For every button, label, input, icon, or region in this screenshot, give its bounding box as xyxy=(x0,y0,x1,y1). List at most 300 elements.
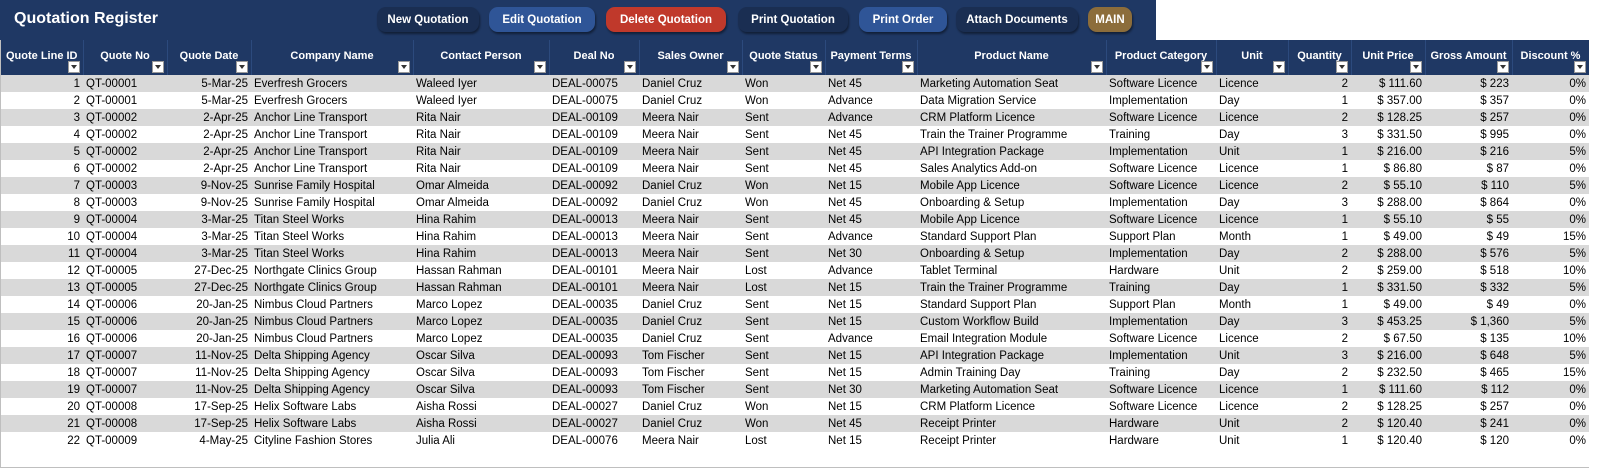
quantity-cell[interactable]: 2 xyxy=(1288,245,1351,262)
unit-price-cell[interactable]: $ 120.40 xyxy=(1351,432,1425,449)
quantity-cell[interactable]: 1 xyxy=(1288,381,1351,398)
contact-person-cell[interactable]: Waleed Iyer xyxy=(413,75,549,92)
gross-amount-cell[interactable]: $ 465 xyxy=(1425,364,1512,381)
quantity-cell[interactable]: 1 xyxy=(1288,279,1351,296)
product-name-cell[interactable]: Marketing Automation Seat xyxy=(917,75,1106,92)
quantity-cell[interactable]: 1 xyxy=(1288,211,1351,228)
contact-person-cell[interactable]: Omar Almeida xyxy=(413,194,549,211)
gross-amount-cell[interactable]: $ 135 xyxy=(1425,330,1512,347)
payment-terms-cell[interactable]: Net 45 xyxy=(825,143,917,160)
quote-line-id-cell[interactable]: 6 xyxy=(1,160,83,177)
quote-status-cell[interactable]: Sent xyxy=(742,211,825,228)
table-row[interactable] xyxy=(1,211,1589,228)
unit-cell[interactable]: Unit xyxy=(1216,432,1288,449)
quote-line-id-cell[interactable]: 5 xyxy=(1,143,83,160)
unit-cell[interactable]: Unit xyxy=(1216,415,1288,432)
discount-cell[interactable]: 5% xyxy=(1512,279,1589,296)
quantity-cell[interactable]: 2 xyxy=(1288,262,1351,279)
payment-terms-cell[interactable]: Advance xyxy=(825,262,917,279)
edit-quotation-button[interactable]: Edit Quotation xyxy=(489,7,595,32)
column-header[interactable]: Quantity xyxy=(1288,40,1351,75)
quantity-cell[interactable]: 2 xyxy=(1288,75,1351,92)
unit-price-cell[interactable]: $ 128.25 xyxy=(1351,109,1425,126)
discount-cell[interactable]: 5% xyxy=(1512,143,1589,160)
filter-dropdown-icon[interactable] xyxy=(398,61,410,73)
unit-price-cell[interactable]: $ 288.00 xyxy=(1351,194,1425,211)
unit-price-cell[interactable]: $ 67.50 xyxy=(1351,330,1425,347)
company-name-cell[interactable]: Helix Software Labs xyxy=(251,398,413,415)
quote-no-cell[interactable]: QT-00005 xyxy=(83,279,167,296)
table-row[interactable] xyxy=(1,245,1589,262)
discount-cell[interactable]: 0% xyxy=(1512,92,1589,109)
product-name-cell[interactable]: Train the Trainer Programme xyxy=(917,279,1106,296)
quote-no-cell[interactable]: QT-00001 xyxy=(83,75,167,92)
discount-cell[interactable]: 10% xyxy=(1512,262,1589,279)
product-category-cell[interactable]: Implementation xyxy=(1106,347,1216,364)
quote-line-id-cell[interactable]: 15 xyxy=(1,313,83,330)
quote-status-cell[interactable]: Sent xyxy=(742,109,825,126)
quantity-cell[interactable]: 1 xyxy=(1288,92,1351,109)
company-name-cell[interactable]: Titan Steel Works xyxy=(251,245,413,262)
product-name-cell[interactable]: Train the Trainer Programme xyxy=(917,126,1106,143)
deal-no-cell[interactable]: DEAL-00027 xyxy=(549,398,639,415)
company-name-cell[interactable]: Cityline Fashion Stores xyxy=(251,432,413,449)
unit-cell[interactable]: Licence xyxy=(1216,381,1288,398)
quote-status-cell[interactable]: Won xyxy=(742,177,825,194)
column-header[interactable]: Quote Status xyxy=(742,40,825,75)
gross-amount-cell[interactable]: $ 120 xyxy=(1425,432,1512,449)
quote-date-cell[interactable]: 11-Nov-25 xyxy=(167,381,251,398)
quantity-cell[interactable]: 1 xyxy=(1288,296,1351,313)
gross-amount-cell[interactable]: $ 357 xyxy=(1425,92,1512,109)
product-category-cell[interactable]: Software Licence xyxy=(1106,211,1216,228)
quantity-cell[interactable]: 2 xyxy=(1288,364,1351,381)
product-name-cell[interactable]: CRM Platform Licence xyxy=(917,109,1106,126)
contact-person-cell[interactable]: Hina Rahim xyxy=(413,245,549,262)
company-name-cell[interactable]: Anchor Line Transport xyxy=(251,109,413,126)
quote-line-id-cell[interactable]: 18 xyxy=(1,364,83,381)
contact-person-cell[interactable]: Oscar Silva xyxy=(413,347,549,364)
unit-cell[interactable]: Unit xyxy=(1216,347,1288,364)
quote-line-id-cell[interactable]: 22 xyxy=(1,432,83,449)
discount-cell[interactable]: 0% xyxy=(1512,194,1589,211)
unit-cell[interactable]: Licence xyxy=(1216,177,1288,194)
deal-no-cell[interactable]: DEAL-00093 xyxy=(549,364,639,381)
product-category-cell[interactable]: Software Licence xyxy=(1106,398,1216,415)
sales-owner-cell[interactable]: Daniel Cruz xyxy=(639,194,742,211)
deal-no-cell[interactable]: DEAL-00093 xyxy=(549,347,639,364)
column-header[interactable]: Unit xyxy=(1216,40,1288,75)
unit-cell[interactable]: Month xyxy=(1216,228,1288,245)
quantity-cell[interactable]: 3 xyxy=(1288,313,1351,330)
table-row[interactable] xyxy=(1,364,1589,381)
discount-cell[interactable]: 0% xyxy=(1512,381,1589,398)
company-name-cell[interactable]: Anchor Line Transport xyxy=(251,126,413,143)
quote-status-cell[interactable]: Sent xyxy=(742,160,825,177)
quote-line-id-cell[interactable]: 2 xyxy=(1,92,83,109)
table-row[interactable] xyxy=(1,432,1589,449)
quote-date-cell[interactable]: 20-Jan-25 xyxy=(167,330,251,347)
company-name-cell[interactable]: Nimbus Cloud Partners xyxy=(251,313,413,330)
product-name-cell[interactable]: Custom Workflow Build xyxy=(917,313,1106,330)
discount-cell[interactable]: 5% xyxy=(1512,245,1589,262)
quote-date-cell[interactable]: 17-Sep-25 xyxy=(167,398,251,415)
product-category-cell[interactable]: Software Licence xyxy=(1106,381,1216,398)
discount-cell[interactable]: 10% xyxy=(1512,330,1589,347)
quote-status-cell[interactable]: Sent xyxy=(742,364,825,381)
deal-no-cell[interactable]: DEAL-00092 xyxy=(549,177,639,194)
product-name-cell[interactable]: Data Migration Service xyxy=(917,92,1106,109)
quote-date-cell[interactable]: 20-Jan-25 xyxy=(167,296,251,313)
unit-cell[interactable]: Licence xyxy=(1216,75,1288,92)
product-category-cell[interactable]: Support Plan xyxy=(1106,228,1216,245)
product-category-cell[interactable]: Training xyxy=(1106,364,1216,381)
print-order-button[interactable]: Print Order xyxy=(859,7,947,32)
contact-person-cell[interactable]: Hassan Rahman xyxy=(413,262,549,279)
sales-owner-cell[interactable]: Meera Nair xyxy=(639,432,742,449)
product-category-cell[interactable]: Training xyxy=(1106,126,1216,143)
sales-owner-cell[interactable]: Daniel Cruz xyxy=(639,313,742,330)
column-header[interactable]: Product Name xyxy=(917,40,1106,75)
contact-person-cell[interactable]: Aisha Rossi xyxy=(413,398,549,415)
unit-cell[interactable]: Day xyxy=(1216,364,1288,381)
unit-price-cell[interactable]: $ 128.25 xyxy=(1351,398,1425,415)
quote-no-cell[interactable]: QT-00009 xyxy=(83,432,167,449)
quote-status-cell[interactable]: Lost xyxy=(742,279,825,296)
product-category-cell[interactable]: Implementation xyxy=(1106,194,1216,211)
quote-line-id-cell[interactable]: 12 xyxy=(1,262,83,279)
unit-price-cell[interactable]: $ 86.80 xyxy=(1351,160,1425,177)
payment-terms-cell[interactable]: Net 15 xyxy=(825,177,917,194)
quote-date-cell[interactable]: 4-May-25 xyxy=(167,432,251,449)
contact-person-cell[interactable]: Rita Nair xyxy=(413,126,549,143)
table-row[interactable] xyxy=(1,160,1589,177)
table-row[interactable] xyxy=(1,143,1589,160)
payment-terms-cell[interactable]: Net 45 xyxy=(825,126,917,143)
quote-no-cell[interactable]: QT-00006 xyxy=(83,296,167,313)
filter-dropdown-icon[interactable] xyxy=(1336,61,1348,73)
product-name-cell[interactable]: Marketing Automation Seat xyxy=(917,381,1106,398)
table-row[interactable] xyxy=(1,415,1589,432)
sales-owner-cell[interactable]: Meera Nair xyxy=(639,143,742,160)
deal-no-cell[interactable]: DEAL-00101 xyxy=(549,262,639,279)
sales-owner-cell[interactable]: Meera Nair xyxy=(639,211,742,228)
quote-date-cell[interactable]: 27-Dec-25 xyxy=(167,262,251,279)
product-category-cell[interactable]: Hardware xyxy=(1106,262,1216,279)
filter-dropdown-icon[interactable] xyxy=(1574,61,1586,73)
sales-owner-cell[interactable]: Daniel Cruz xyxy=(639,177,742,194)
discount-cell[interactable]: 0% xyxy=(1512,126,1589,143)
payment-terms-cell[interactable]: Net 45 xyxy=(825,160,917,177)
product-category-cell[interactable]: Support Plan xyxy=(1106,296,1216,313)
product-category-cell[interactable]: Software Licence xyxy=(1106,109,1216,126)
column-header[interactable]: Discount % xyxy=(1512,40,1589,75)
quote-date-cell[interactable]: 9-Nov-25 xyxy=(167,194,251,211)
discount-cell[interactable]: 0% xyxy=(1512,109,1589,126)
sales-owner-cell[interactable]: Tom Fischer xyxy=(639,347,742,364)
unit-cell[interactable]: Licence xyxy=(1216,109,1288,126)
product-name-cell[interactable]: Receipt Printer xyxy=(917,432,1106,449)
contact-person-cell[interactable]: Rita Nair xyxy=(413,109,549,126)
table-row[interactable] xyxy=(1,228,1589,245)
company-name-cell[interactable]: Nimbus Cloud Partners xyxy=(251,330,413,347)
product-name-cell[interactable]: Admin Training Day xyxy=(917,364,1106,381)
unit-price-cell[interactable]: $ 259.00 xyxy=(1351,262,1425,279)
unit-price-cell[interactable]: $ 49.00 xyxy=(1351,228,1425,245)
quote-status-cell[interactable]: Sent xyxy=(742,245,825,262)
table-row[interactable] xyxy=(1,177,1589,194)
product-name-cell[interactable]: Email Integration Module xyxy=(917,330,1106,347)
column-header[interactable]: Quote No xyxy=(83,40,167,75)
product-category-cell[interactable]: Implementation xyxy=(1106,313,1216,330)
quote-status-cell[interactable]: Sent xyxy=(742,381,825,398)
unit-cell[interactable]: Day xyxy=(1216,126,1288,143)
table-row[interactable] xyxy=(1,279,1589,296)
quote-line-id-cell[interactable]: 4 xyxy=(1,126,83,143)
unit-cell[interactable]: Licence xyxy=(1216,211,1288,228)
quantity-cell[interactable]: 1 xyxy=(1288,160,1351,177)
column-header[interactable]: Gross Amount xyxy=(1425,40,1512,75)
gross-amount-cell[interactable]: $ 648 xyxy=(1425,347,1512,364)
deal-no-cell[interactable]: DEAL-00035 xyxy=(549,330,639,347)
quote-line-id-cell[interactable]: 14 xyxy=(1,296,83,313)
quote-line-id-cell[interactable]: 21 xyxy=(1,415,83,432)
quote-line-id-cell[interactable]: 9 xyxy=(1,211,83,228)
gross-amount-cell[interactable]: $ 49 xyxy=(1425,228,1512,245)
quote-no-cell[interactable]: QT-00008 xyxy=(83,398,167,415)
quantity-cell[interactable]: 2 xyxy=(1288,330,1351,347)
deal-no-cell[interactable]: DEAL-00013 xyxy=(549,245,639,262)
unit-cell[interactable]: Licence xyxy=(1216,160,1288,177)
sales-owner-cell[interactable]: Meera Nair xyxy=(639,262,742,279)
column-header[interactable]: Sales Owner xyxy=(639,40,742,75)
quote-no-cell[interactable]: QT-00002 xyxy=(83,160,167,177)
product-name-cell[interactable]: Mobile App Licence xyxy=(917,177,1106,194)
unit-cell[interactable]: Day xyxy=(1216,279,1288,296)
company-name-cell[interactable]: Everfresh Grocers xyxy=(251,92,413,109)
quote-status-cell[interactable]: Lost xyxy=(742,432,825,449)
quote-status-cell[interactable]: Won xyxy=(742,415,825,432)
company-name-cell[interactable]: Titan Steel Works xyxy=(251,211,413,228)
company-name-cell[interactable]: Titan Steel Works xyxy=(251,228,413,245)
gross-amount-cell[interactable]: $ 49 xyxy=(1425,296,1512,313)
gross-amount-cell[interactable]: $ 223 xyxy=(1425,75,1512,92)
deal-no-cell[interactable]: DEAL-00076 xyxy=(549,432,639,449)
unit-cell[interactable]: Day xyxy=(1216,194,1288,211)
quote-date-cell[interactable]: 5-Mar-25 xyxy=(167,92,251,109)
quote-no-cell[interactable]: QT-00004 xyxy=(83,245,167,262)
company-name-cell[interactable]: Anchor Line Transport xyxy=(251,160,413,177)
contact-person-cell[interactable]: Waleed Iyer xyxy=(413,92,549,109)
deal-no-cell[interactable]: DEAL-00109 xyxy=(549,109,639,126)
column-header[interactable]: Payment Terms xyxy=(825,40,917,75)
quote-no-cell[interactable]: QT-00004 xyxy=(83,211,167,228)
contact-person-cell[interactable]: Marco Lopez xyxy=(413,313,549,330)
sales-owner-cell[interactable]: Meera Nair xyxy=(639,160,742,177)
attach-documents-button[interactable]: Attach Documents xyxy=(956,7,1078,32)
column-header[interactable]: Unit Price xyxy=(1351,40,1425,75)
quote-line-id-cell[interactable]: 20 xyxy=(1,398,83,415)
gross-amount-cell[interactable]: $ 216 xyxy=(1425,143,1512,160)
gross-amount-cell[interactable]: $ 55 xyxy=(1425,211,1512,228)
discount-cell[interactable]: 0% xyxy=(1512,296,1589,313)
unit-price-cell[interactable]: $ 55.10 xyxy=(1351,211,1425,228)
product-category-cell[interactable]: Implementation xyxy=(1106,245,1216,262)
filter-dropdown-icon[interactable] xyxy=(68,61,80,73)
gross-amount-cell[interactable]: $ 995 xyxy=(1425,126,1512,143)
unit-price-cell[interactable]: $ 120.40 xyxy=(1351,415,1425,432)
contact-person-cell[interactable]: Hina Rahim xyxy=(413,211,549,228)
print-quotation-button[interactable]: Print Quotation xyxy=(738,7,848,32)
table-row[interactable] xyxy=(1,313,1589,330)
quote-date-cell[interactable]: 20-Jan-25 xyxy=(167,313,251,330)
deal-no-cell[interactable]: DEAL-00013 xyxy=(549,211,639,228)
table-row[interactable] xyxy=(1,262,1589,279)
product-name-cell[interactable]: CRM Platform Licence xyxy=(917,398,1106,415)
quantity-cell[interactable]: 3 xyxy=(1288,347,1351,364)
quote-date-cell[interactable]: 9-Nov-25 xyxy=(167,177,251,194)
payment-terms-cell[interactable]: Net 30 xyxy=(825,381,917,398)
deal-no-cell[interactable]: DEAL-00075 xyxy=(549,92,639,109)
quote-date-cell[interactable]: 11-Nov-25 xyxy=(167,364,251,381)
company-name-cell[interactable]: Delta Shipping Agency xyxy=(251,381,413,398)
quantity-cell[interactable]: 2 xyxy=(1288,398,1351,415)
quote-no-cell[interactable]: QT-00005 xyxy=(83,262,167,279)
table-row[interactable] xyxy=(1,92,1589,109)
table-row[interactable] xyxy=(1,347,1589,364)
column-header[interactable]: Quote Date xyxy=(167,40,251,75)
product-name-cell[interactable]: Mobile App Licence xyxy=(917,211,1106,228)
product-category-cell[interactable]: Hardware xyxy=(1106,415,1216,432)
contact-person-cell[interactable]: Rita Nair xyxy=(413,143,549,160)
quote-status-cell[interactable]: Sent xyxy=(742,296,825,313)
quote-status-cell[interactable]: Won xyxy=(742,398,825,415)
discount-cell[interactable]: 0% xyxy=(1512,398,1589,415)
quote-no-cell[interactable]: QT-00007 xyxy=(83,347,167,364)
quote-line-id-cell[interactable]: 3 xyxy=(1,109,83,126)
product-name-cell[interactable]: API Integration Package xyxy=(917,143,1106,160)
discount-cell[interactable]: 0% xyxy=(1512,211,1589,228)
quantity-cell[interactable]: 1 xyxy=(1288,228,1351,245)
contact-person-cell[interactable]: Julia Ali xyxy=(413,432,549,449)
product-category-cell[interactable]: Software Licence xyxy=(1106,75,1216,92)
quantity-cell[interactable]: 2 xyxy=(1288,109,1351,126)
quote-line-id-cell[interactable]: 10 xyxy=(1,228,83,245)
unit-price-cell[interactable]: $ 49.00 xyxy=(1351,296,1425,313)
product-name-cell[interactable]: Sales Analytics Add-on xyxy=(917,160,1106,177)
payment-terms-cell[interactable]: Advance xyxy=(825,330,917,347)
company-name-cell[interactable]: Delta Shipping Agency xyxy=(251,347,413,364)
filter-dropdown-icon[interactable] xyxy=(624,61,636,73)
delete-quotation-button[interactable]: Delete Quotation xyxy=(606,7,726,32)
company-name-cell[interactable]: Nimbus Cloud Partners xyxy=(251,296,413,313)
unit-price-cell[interactable]: $ 216.00 xyxy=(1351,347,1425,364)
gross-amount-cell[interactable]: $ 1,360 xyxy=(1425,313,1512,330)
table-row[interactable] xyxy=(1,330,1589,347)
filter-dropdown-icon[interactable] xyxy=(810,61,822,73)
payment-terms-cell[interactable]: Net 15 xyxy=(825,279,917,296)
product-category-cell[interactable]: Software Licence xyxy=(1106,177,1216,194)
quote-date-cell[interactable]: 3-Mar-25 xyxy=(167,211,251,228)
quantity-cell[interactable]: 1 xyxy=(1288,432,1351,449)
product-name-cell[interactable]: Tablet Terminal xyxy=(917,262,1106,279)
payment-terms-cell[interactable]: Net 30 xyxy=(825,245,917,262)
unit-cell[interactable]: Unit xyxy=(1216,262,1288,279)
deal-no-cell[interactable]: DEAL-00109 xyxy=(549,160,639,177)
payment-terms-cell[interactable]: Advance xyxy=(825,109,917,126)
deal-no-cell[interactable]: DEAL-00101 xyxy=(549,279,639,296)
deal-no-cell[interactable]: DEAL-00109 xyxy=(549,126,639,143)
gross-amount-cell[interactable]: $ 864 xyxy=(1425,194,1512,211)
contact-person-cell[interactable]: Oscar Silva xyxy=(413,364,549,381)
unit-cell[interactable]: Licence xyxy=(1216,398,1288,415)
payment-terms-cell[interactable]: Net 15 xyxy=(825,398,917,415)
quote-status-cell[interactable]: Lost xyxy=(742,262,825,279)
quantity-cell[interactable]: 3 xyxy=(1288,126,1351,143)
gross-amount-cell[interactable]: $ 332 xyxy=(1425,279,1512,296)
quote-status-cell[interactable]: Won xyxy=(742,92,825,109)
deal-no-cell[interactable]: DEAL-00093 xyxy=(549,381,639,398)
quote-date-cell[interactable]: 11-Nov-25 xyxy=(167,347,251,364)
discount-cell[interactable]: 0% xyxy=(1512,415,1589,432)
quote-line-id-cell[interactable]: 11 xyxy=(1,245,83,262)
quote-date-cell[interactable]: 2-Apr-25 xyxy=(167,160,251,177)
table-row[interactable] xyxy=(1,296,1589,313)
product-category-cell[interactable]: Implementation xyxy=(1106,143,1216,160)
unit-price-cell[interactable]: $ 331.50 xyxy=(1351,126,1425,143)
quote-no-cell[interactable]: QT-00002 xyxy=(83,109,167,126)
filter-dropdown-icon[interactable] xyxy=(1091,61,1103,73)
quantity-cell[interactable]: 3 xyxy=(1288,194,1351,211)
unit-price-cell[interactable]: $ 111.60 xyxy=(1351,75,1425,92)
quote-line-id-cell[interactable]: 7 xyxy=(1,177,83,194)
table-row[interactable] xyxy=(1,194,1589,211)
unit-cell[interactable]: Day xyxy=(1216,92,1288,109)
sales-owner-cell[interactable]: Tom Fischer xyxy=(639,381,742,398)
company-name-cell[interactable]: Everfresh Grocers xyxy=(251,75,413,92)
unit-price-cell[interactable]: $ 111.60 xyxy=(1351,381,1425,398)
column-header[interactable]: Quote Line ID xyxy=(1,40,83,75)
payment-terms-cell[interactable]: Net 15 xyxy=(825,432,917,449)
sales-owner-cell[interactable]: Meera Nair xyxy=(639,109,742,126)
product-category-cell[interactable]: Software Licence xyxy=(1106,160,1216,177)
sales-owner-cell[interactable]: Meera Nair xyxy=(639,126,742,143)
gross-amount-cell[interactable]: $ 87 xyxy=(1425,160,1512,177)
column-header[interactable]: Product Category xyxy=(1106,40,1216,75)
quote-line-id-cell[interactable]: 17 xyxy=(1,347,83,364)
quote-no-cell[interactable]: QT-00002 xyxy=(83,126,167,143)
deal-no-cell[interactable]: DEAL-00109 xyxy=(549,143,639,160)
company-name-cell[interactable]: Northgate Clinics Group xyxy=(251,279,413,296)
quote-status-cell[interactable]: Sent xyxy=(742,126,825,143)
unit-cell[interactable]: Day xyxy=(1216,245,1288,262)
quote-date-cell[interactable]: 17-Sep-25 xyxy=(167,415,251,432)
sales-owner-cell[interactable]: Meera Nair xyxy=(639,245,742,262)
gross-amount-cell[interactable]: $ 257 xyxy=(1425,398,1512,415)
quote-status-cell[interactable]: Won xyxy=(742,75,825,92)
payment-terms-cell[interactable]: Net 45 xyxy=(825,211,917,228)
discount-cell[interactable]: 5% xyxy=(1512,177,1589,194)
table-row[interactable] xyxy=(1,381,1589,398)
gross-amount-cell[interactable]: $ 110 xyxy=(1425,177,1512,194)
deal-no-cell[interactable]: DEAL-00035 xyxy=(549,296,639,313)
product-category-cell[interactable]: Training xyxy=(1106,279,1216,296)
company-name-cell[interactable]: Sunrise Family Hospital xyxy=(251,194,413,211)
product-name-cell[interactable]: Standard Support Plan xyxy=(917,296,1106,313)
quote-status-cell[interactable]: Sent xyxy=(742,330,825,347)
product-name-cell[interactable]: Onboarding & Setup xyxy=(917,245,1106,262)
quote-status-cell[interactable]: Sent xyxy=(742,143,825,160)
